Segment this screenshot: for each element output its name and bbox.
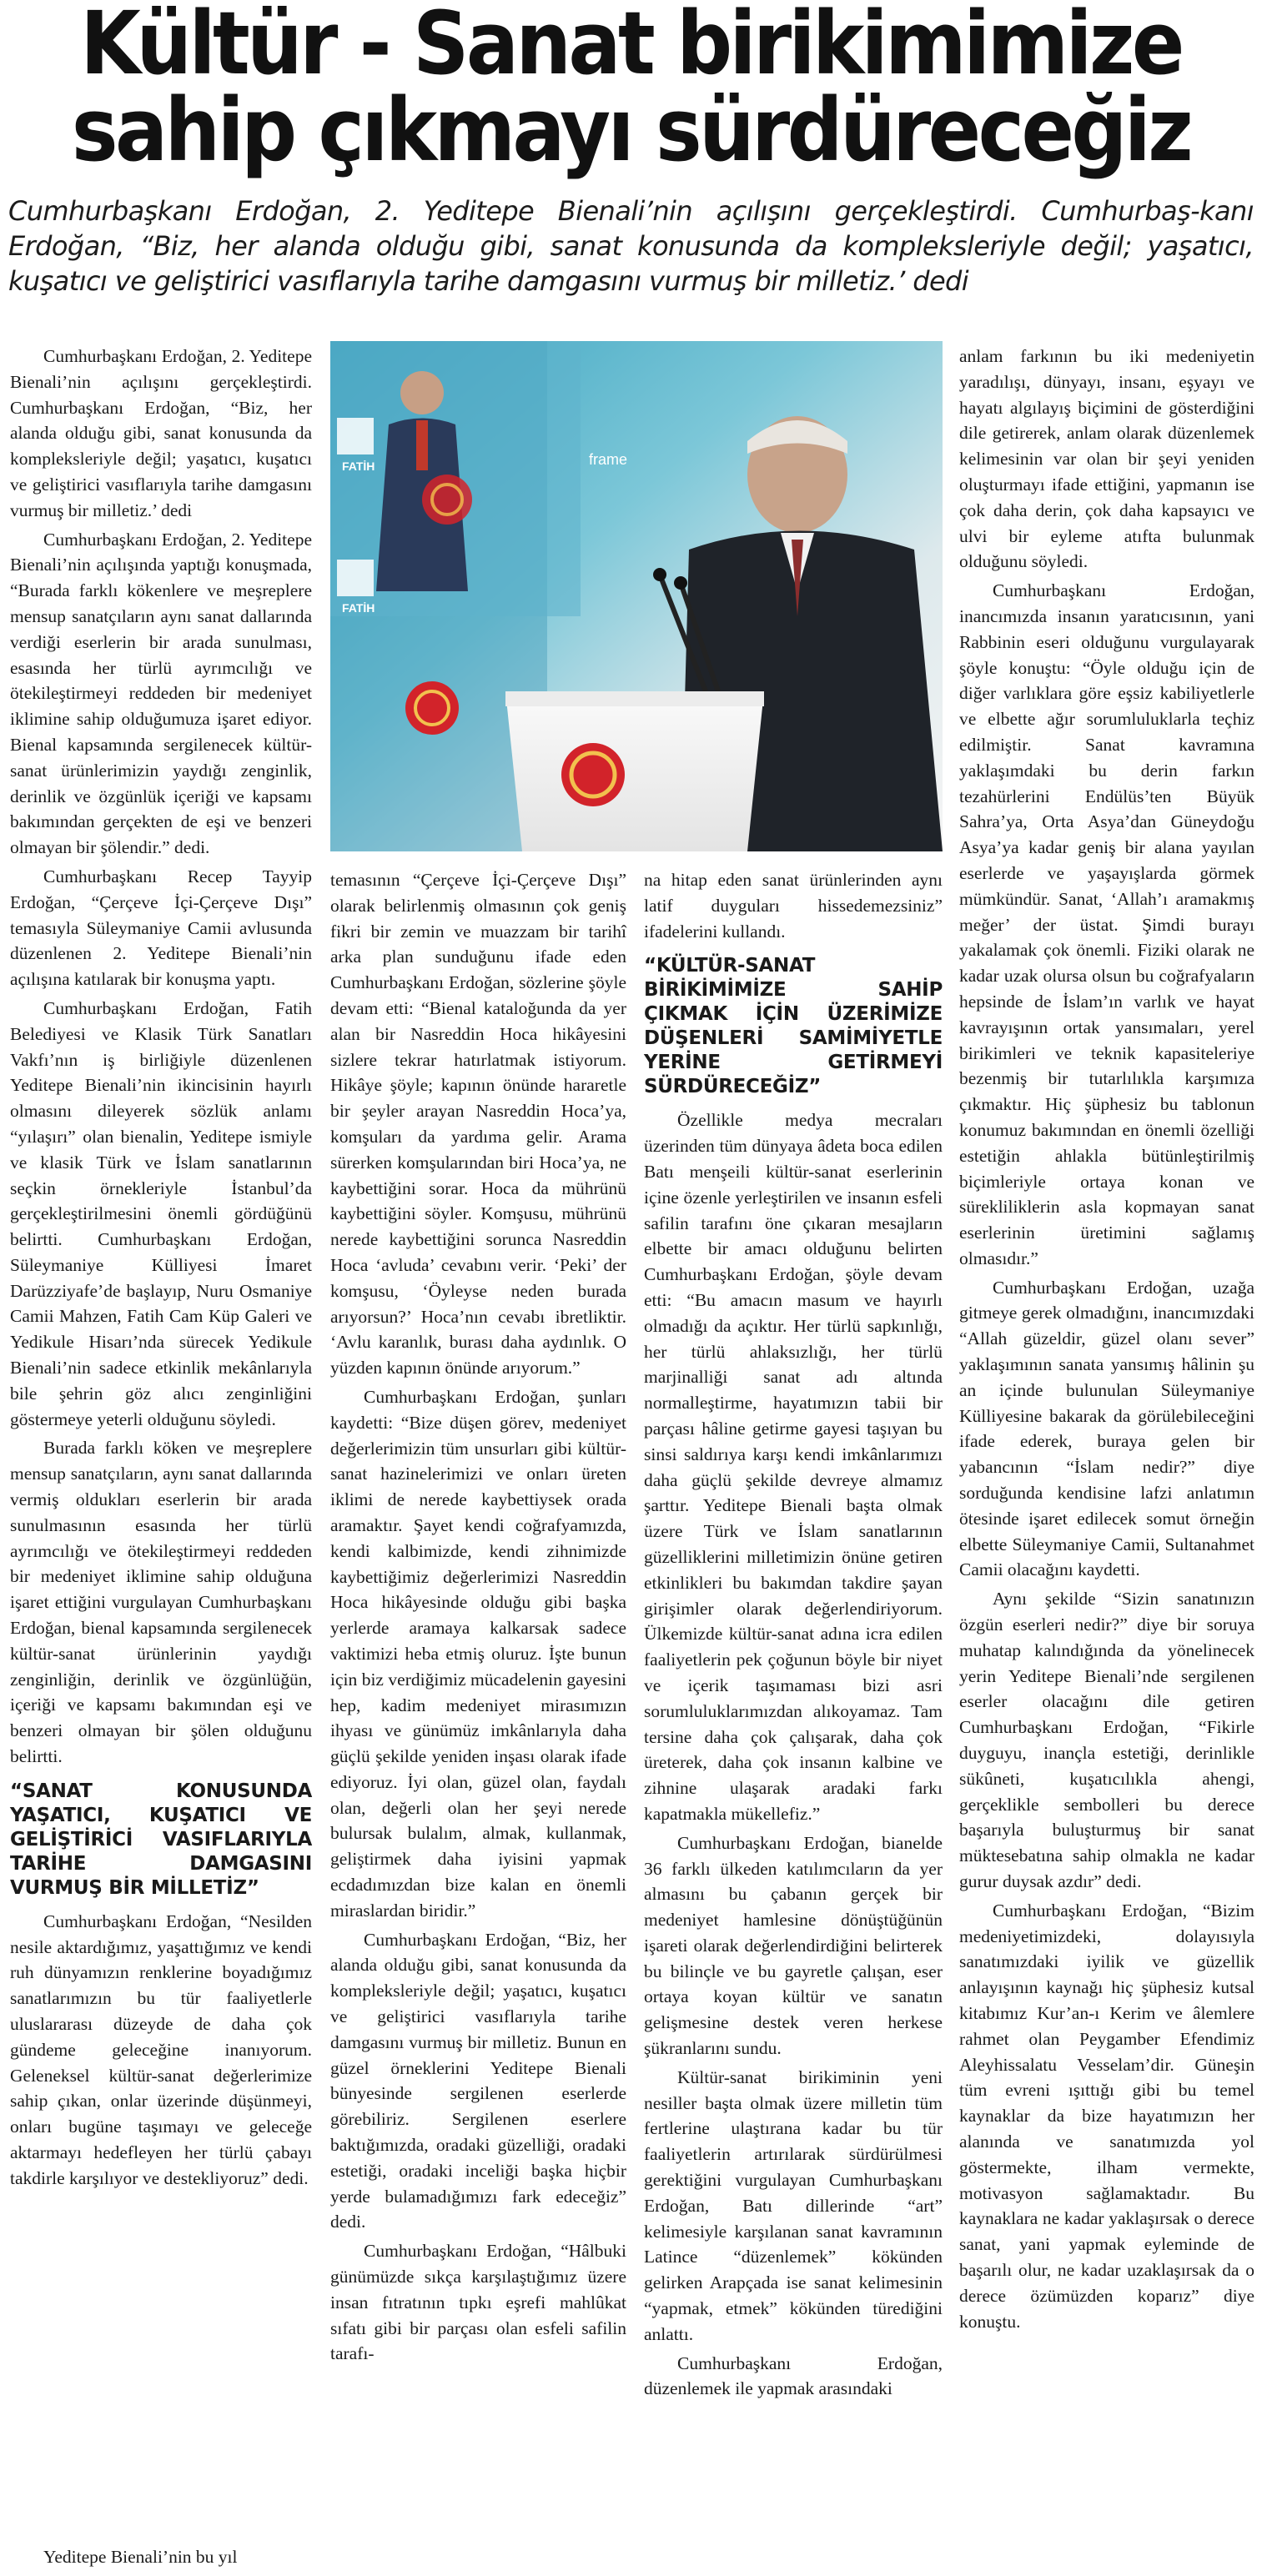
- paragraph: Cumhurbaşkanı Erdoğan, “Bizim medeniyetimizdeki, dolayısıyla sanatımızdaki iyilik ve güzellik anlayışının kaynağı hiç şüphesiz kutsal kitabımız Kur’an-ı Kerim ve âlemlere rahmet olan Peygamber Efendimiz Aleyhissalatu Vesselam’dir. Güneşin tüm evreni ışıttığı gibi bu temel kaynaklar da bize hayatımızın her alanında ve sanatımızda yol göstermekte, ilham vermekte, motivasyon sağlamaktadır. Bu kaynaklara ne kadar yaklaşırsak o derece sanat, yani yapmak eyleminde de başarılı olur, ne kadar uzaklaşırsak da o derece özümüzden koparız” diye konuştu.: [959, 1900, 1254, 2332]
- paragraph: Cumhurbaşkanı Erdoğan, “Nesilden nesile aktardığımız, yaşattığımız ve kendi ruh dünyamızın renklerine boyadığımız sanatlarımızın bu tür faaliyetlerle uluslararası düzeyde de daha çok gündeme geleceğine inanıyorum. Geleneksel kültür-sanat değerlerimize sahip çıkan, onlar üzerinde düşünmeyi, onları bugüne taşımayı ve geleceğe aktarmayı hedefleyen her türlü çabayı takdirle karşılıyor ve destekliyoruz” dedi.: [10, 1911, 312, 2188]
- column-4: [959, 344, 1254, 2570]
- paragraph: Burada farklı köken ve meşreplere mensup sanatçıların, aynı sanat dallarında vermiş oldukları eserlerin bir arada sunulmasının esasında her türlü ayrımcılığı ve ötekileştirmeyi reddeden bir medeniyet iklimine sahip olduğuna işaret ettiğini vurgulayan Cumhurbaşkanı Erdoğan, bienal kapsamında sergilenecek kültür-sanat ürünlerinin yaydığı zenginliğin, derinlik ve özgünlüğün, içeriği ve kapsamı bakımından eşi ve benzeri olmayan bir şölen olduğunu belirtti.: [10, 1438, 312, 1767]
- backdrop-text-left-2: FATİH: [342, 601, 375, 615]
- paragraph: Cumhurbaşkanı Erdoğan, uzağa gitmeye gerek olmadığını, inancımızdaki “Allah güzeldir, güzel olanı sever” yaklaşımının sanata yansımış hâlinin şu an içinde bulunulan Süleymaniye Külliyesine bakarak da görülebileceğini ifade ederek, buraya gelen bir yabancının “İslam nedir?” diye sorduğunda kendisine lafzi anlatımın ötesinde işaret edilecek somut örneğin elbette Süleymaniye Camii, Sultanahmet Camii olacağını kaydetti.: [959, 1277, 1254, 1580]
- paragraph: Cumhurbaşkanı Erdoğan, 2. Yeditepe Bienali’nin açılışını gerçekleştirdi. Cumhurbaşkanı Erdoğan, “Biz, her alanda olduğu gibi, sanat konusunda da kompleksleriyle değil; yaşatıcı, kuşatıcı ve geliştirici vasıflarıyla tarihe damgasını vurmuş bir milletiz.’ dedi: [10, 346, 312, 520]
- paragraph: Yeditepe Bienali’nin bu yıl: [43, 2547, 238, 2568]
- column-1: [10, 344, 312, 2570]
- paragraph: Cumhurbaşkanı Erdoğan, “Biz, her alanda olduğu gibi, sanat konusunda da kompleksleriyle değil; yaşatıcı, kuşatıcı ve geliştirici vasıflarıyla tarihe damgasını vurmuş bir milletiz. Bunun en güzel örneklerini Yeditepe Bienali bünyesinde sergilenen eserlerde görebiliriz. Sergilenen eserlere baktığımızda, oradaki güzelliği, oradaki estetiği, oradaki inceliği başka hiçbir yerde bulamadığımızı fark edeceğiz” dedi.: [330, 1929, 626, 2232]
- paragraph: Özellikle medya mecraları üzerinden tüm dünyaya âdeta boca edilen Batı menşeili kültür-sanat eserlerinin içine özenle yerleştirilen ve insanın esfeli safilin tarafını öne çıkaran mesajların elbette bir amacı olduğunu belirten Cumhurbaşkanı Erdoğan, şöyle devam etti: “Bu amacın masum ve hayırlı olmadığı da açıktır. Her türlü sapkınlığı, her türlü ahlaksızlığı, her türlü marjinalliği sanat adı altında normalleştirme, hayatımızın tabii bir parçası hâline getirme gayesi taşıyan bu sinsi saldırıya karşı kendi imkânlarımızı daha güçlü şekilde devreye almamız şarttır. Yeditepe Bienali başta olmak üzere Türk ve İslam sanatlarının güzelliklerini milletimizin önüne getiren etkinlikleri bu bakımdan takdire şayan girişimler olarak değerlendiriyorum. Ülkemizde kültür-sanat adına icra edilen faaliyetlerin pek çoğunun böyle bir niyet ve içerik taşımaması bizi asri sorumluluklarımızdan alıkoyamaz. Tam tersine daha çok çalışarak, daha çok üreterek, daha çok insanın kalbine ve zihnine ulaşarak aradaki farkı kapatmakla mükellefiz.”: [644, 1110, 943, 1824]
- article-photo: [330, 341, 943, 851]
- paragraph: Cumhurbaşkanı Erdoğan, “Hâlbuki günümüzde sıkça karşılaştığımız üzere insan fıtratının tıpkı eşrefi mahlûkat sıfatı gibi bir parçası olan esfeli safilin tarafı-: [330, 2241, 626, 2364]
- headline-line-2: sahip çıkmayı sürdüreceğiz: [71, 79, 1191, 181]
- paragraph: Cumhurbaşkanı Erdoğan, inancımızda insanın yaratıcısının, yani Rabbinin eseri olduğunu vurgulayarak şöyle konuştu: “Öyle olduğu için de diğer varlıklara göre eşsiz kabiliyetlerle ve elbette ağır sorumluluklarla teçhiz edilmiştir. Sanat kavramına yaklaşımdaki bu derin farkın tezahürlerini Endülüs’ten Büyük Sahra’ya, Orta Asya’dan Güneydoğu Asya’ya kadar geniş bir alana yayılan eserlerde ve yaşayışlarda görmek mümkündür. Sanat, ‘Allah’ı aramakmış meğer’ der üstat. Şimdi burayı yakalamak çok önemli. Fiziki olarak ne kadar uzak olursa olsun bu coğrafyaların hepsinde de İslam’ın varlık ve hayat kavrayışının ortak yansımaları, yerel birikimleri ve teknik kapasiteleriye bezenmiş bir tutarlılıkla karşımıza çıkmaktır. Hiç şüphesiz bu tablonun konumuz bakımından en önemli özelliği estetiğin ahlakla bütünleştirilmiş biçimleriyle ortaya konan ve sürekliliklerin asla kopmayan sanat eserlerinin üretimini sağlamış olmasıdır.”: [959, 580, 1254, 1268]
- paragraph: Cumhurbaşkanı Recep Tayyip Erdoğan, “Çerçeve İçi-Çerçeve Dışı” temasıyla Süleymaniye Camii avlusunda düzenlenen 2. Yeditepe Bienali’nin açılışına katılarak bir konuşma yaptı.: [10, 866, 312, 990]
- subheading: “SANAT KONUSUNDA YAŞATICI, KUŞATICI VE GELİŞTİRİCİ VASIFLARIYLA TARİHE DAMGASINI VURMUŞ BİR MİLLETİZ”: [10, 1780, 312, 1899]
- subheading: “KÜLTÜR-SANAT BİRİKİMİMİZE SAHİP ÇIKMAK İÇİN ÜZERİMİZE DÜŞENLERİ SAMİMİYETLE YERİNE GETİRMEYİ SÜRDÜRECEĞİZ”: [644, 955, 943, 1098]
- paragraph: Cumhurbaşkanı Erdoğan, şunları kaydetti: “Bize düşen görev, medeniyet değerlerimizin tüm unsurları gibi kültür-sanat hazinelerimizi ve onları üreten iklimi de nerede kaybettiysek orada aramaktır. Şayet kendi coğrafyamızda, kendi kalbimizde, kendi zihnimizde kaybettiğimiz değerlerimizi Nasreddin Hoca hikâyesinde olduğu gibi başka yerlerde aramaya kalkarsak sadece vaktimizi heba etmiş oluruz. İşte bunun için biz verdiğimiz mücadelenin gayesini hep, kadim medeniyet mirasımızın ihyası ve günümüz imkânlarıyla daha güçlü şekilde yeniden inşası olarak ifade ediyoruz. İyi olan, güzel olan, faydalı olan, değerli olan her şeyi nerede bulursak bulalım, almak, kullanmak, geliştirmek daha iyisini yapmak ecdadımızdan bize kalan en önemli miraslardan biridir.”: [330, 1386, 626, 1921]
- backdrop-text-right: frame: [589, 451, 628, 468]
- headline: [71, 0, 1192, 192]
- paragraph: Cumhurbaşkanı Erdoğan, 2. Yeditepe Bienali’nin açılışında yaptığı konuşmada, “Burada farklı kökenlere ve meşreplere mensup sanatçıların aynı sanat dallarında verdiği eserlerin bir arada sunulması, esasında her türlü ayrımcılığı ve ötekileştirmeyi reddeden bir medeniyet iklimine sahip olduğumuza işaret ediyor. Bienal kapsamında sergilenecek kültür-sanat ürünlerimizin yaydığı zenginlik, derinlik ve özgünlük içeriği ve kapsamı bakımından gerçekten de eşi ve benzeri olmayan bir şölendir.” dedi.: [10, 529, 312, 858]
- article-deck: Cumhurbaşkanı Erdoğan, 2. Yeditepe Bienali’nin açılışını gerçekleştirdi. Cumhurbaş-kanı Erdoğan, “Biz, her alanda olduğu gibi, sanat konusunda da kompleksleriyle değil; yaşatıcı, kuşatıcı ve geliştirici vasıflarıyla tarihe damgasını vurmuş bir milletiz.’ dedi: [8, 195, 1254, 297]
- paragraph: temasının “Çerçeve İçi-Çerçeve Dışı” olarak belirlenmiş olmasının çok geniş fikri bir zemin ve muazzam bir tarihî arka plan sunduğunu ifade eden Cumhurbaşkanı Erdoğan, sözlerine şöyle devam etti: “Bienal kataloğunda da yer alan bir Nasreddin Hoca hikâyesini sizlere tekrar hatırlatmak istiyorum. Hikâye şöyle; kapının önünde hararetle bir şeyler arayan Nasreddin Hoca’ya, komşuları da yardıma gelir. Arama sürerken komşularından biri Hoca’ya, ne kaybettiğini sorar. Hoca da mührünü kaybettiğini söyler. Komşusu, mührünü nerede kaybettiğini sorunca Nasreddin Hoca ‘avluda’ cevabını verir. ‘Peki’ der komşusu, ‘Öyleyse neden burada arıyorsun?’ Hoca’nın cevabı ibretliktir. ‘Avlu karanlık, burası daha aydınlık. O yüzden kapının önünde arıyorum.”: [330, 870, 626, 1378]
- photo-illustration: [330, 341, 943, 851]
- paragraph: na hitap eden sanat ürünlerinden aynı latif duyguları hissedemezsiniz” ifadelerini kullandı.: [644, 870, 943, 942]
- paragraph: Cumhurbaşkanı Erdoğan, düzenlemek ile yapmak arasındaki: [644, 2353, 943, 2399]
- paragraph: Cumhurbaşkanı Erdoğan, Fatih Belediyesi ve Klasik Türk Sanatları Vakfı’nın iş birliğiyle düzenlenen Yeditepe Bienali’nin ikincisinin hayırlı olmasını dileyerek sözlük anlamı “yılaşırı” olan bienalin, Yeditepe ismiyle ve klasik Türk ve İslam sanatlarının seçkin örnekleriyle İstanbul’da gerçekleştirilmesini önemli gördüğünü belirtti. Cumhurbaşkanı Erdoğan, Süleymaniye Külliyesi İmaret Darüzziyafe’de başlayıp, Nuru Osmaniye Camii Mahzen, Fatih Cam Küp Galeri ve Yedikule Hisarı’nda sürecek Yedikule Bienali’nin sadece etkinlik mekânlarıyla bile şehrin göz alıcı zenginliğini göstermeye yeterli olduğunu söyledi.: [10, 997, 312, 1429]
- paragraph: Aynı şekilde “Sizin sanatınızın özgün eserleri nedir?” diye bir soruya muhatap kalındığında da yönelinecek yerin Yeditepe Bienali’nde sergilenen eserler olacağını dile getiren Cumhurbaşkanı Erdoğan, “Fikirle duyguyu, inançla estetiği, derinlikle sükûneti, kuşatıcılıkla ahengi, gerçeklikle sembolleri bu derece başarıyla buluşturmuş bir sanat müktesebatına sahip olmakla ne kadar gurur duysak azdır” dedi.: [959, 1589, 1254, 1892]
- paragraph: Kültür-sanat birikiminin yeni nesiller başta olmak üzere milletin tüm fertlerine ulaştırana kadar bu tür faaliyetlerin artırılarak sürdürülmesi gerektiğini vurgulayan Cumhurbaşkanı Erdoğan, Batı dillerinde “art” kelimesiyle karşılanan sanat kavramının Latince “düzenlemek” kökünden gelirken Arapçada ise sanat kelimesinin “yapmak, etmek” kökünden türediğini anlattı.: [644, 2066, 943, 2344]
- paragraph: Cumhurbaşkanı Erdoğan, bianelde 36 farklı ülkeden katılımcıların da yer almasını bu çabanın gerçek bir medeniyet hamlesine dönüştüğünün işareti olarak değerlendirdiğini belirterek bu bilinçle ve bu gayretle çalışan, eser ortaya koyan kültür ve sanatın gelişmesine destek veren herkese şükranlarını sundu.: [644, 1832, 943, 2059]
- paragraph: anlam farkının bu iki medeniyetin yaradılışı, dünyayı, insanı, eşyayı ve hayatı algılayış biçimini de gösterdiğini dile getirerek, anlam olarak düzenlemek kelimesinin var olan bir şeyi yeniden oluşturmayı ifade ettiğini, yapmanın ise çok daha derin, çok daha kapsayıcı ve ulvi bir eyleme atıfta bulunmak olduğunu söyledi.: [959, 346, 1254, 572]
- column-2: [330, 867, 626, 2570]
- headline-line-1: Kültür - Sanat birikimimize: [80, 0, 1182, 94]
- column-3: [644, 867, 943, 2570]
- backdrop-text-left: FATİH: [342, 459, 375, 473]
